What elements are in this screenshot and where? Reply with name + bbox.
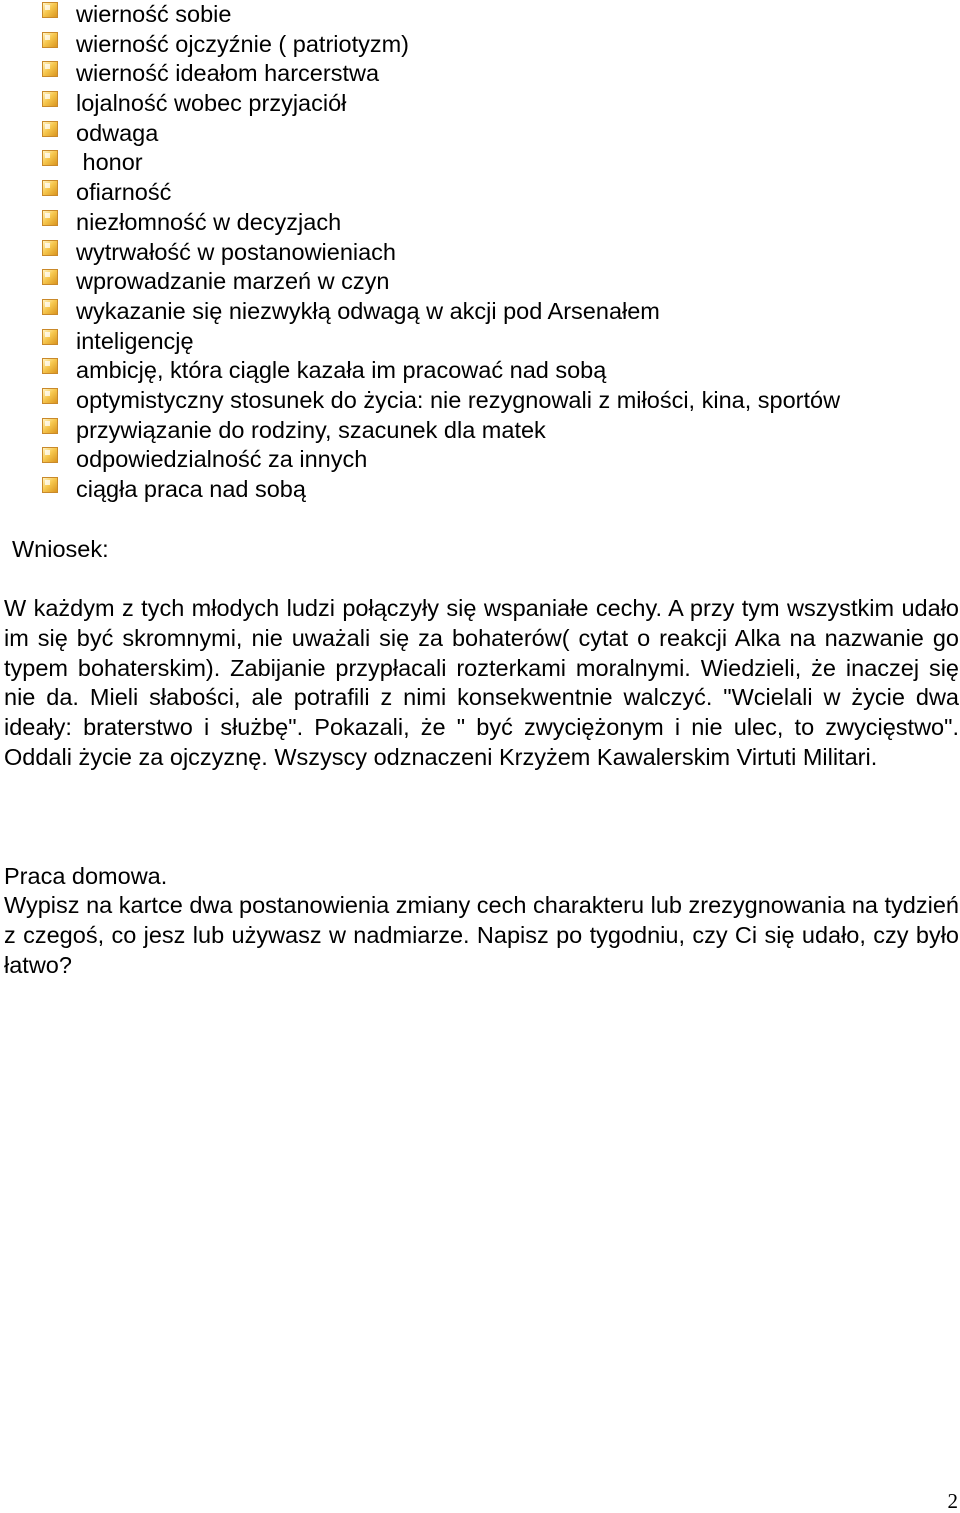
square-bullet-icon [42,91,58,107]
page-number: 2 [947,1489,958,1513]
square-bullet-icon [42,2,58,18]
list-item-text: wytrwałość w postanowieniach [76,238,397,265]
square-bullet-icon [42,329,58,345]
list-item-text: inteligencję [76,327,194,354]
list-item-text: ambicję, która ciągle kazała im pracować nad sobą [76,357,607,384]
list-item-text: wierność ideałom harcerstwa [76,60,380,87]
list-item-text: wierność ojczyźnie ( patriotyzm) [76,30,410,57]
square-bullet-icon [42,240,58,256]
square-bullet-icon [42,121,58,137]
list-item-text: odpowiedzialność za innych [76,446,368,473]
list-item-text: wierność sobie [76,1,232,27]
square-bullet-icon [42,477,58,493]
conclusion-heading: Wniosek: [12,536,109,562]
square-bullet-icon [42,210,58,226]
list-item-text: wykazanie się niezwykłą odwagą w akcji pod Arsenałem [76,297,660,324]
conclusion-paragraph: W każdym z tych młodych ludzi połączyły się wspaniałe cechy. A przy tym wszystkim udało im się być skromnymi, nie uważali się za bohaterów( cytat o reakcji Alka na nazwanie go typem bohaterskim). Zabijanie przypłacali rozterkami moralnymi. Wiedzieli, że inaczej się nie da. Mieli słabości, ale potrafili z nimi konsekwentnie walczyć. "Wcielali w życie dwa ideały: braterstwo i służbę". Pokazali, że " być zwyciężonym i nie ulec, to zwycięstwo". Oddali życie za ojczyznę. Wszyscy odznaczeni Krzyżem Kawalerskim Virtuti Militari. [4,595,959,770]
square-bullet-icon [42,358,58,374]
square-bullet-icon [42,388,58,404]
square-bullet-icon [42,150,58,166]
square-bullet-icon [42,299,58,315]
list-item-text: lojalność wobec przyjaciół [76,90,347,117]
square-bullet-icon [42,447,58,463]
homework-heading: Praca domowa. [4,863,168,889]
list-item-text: ciągła praca nad sobą [76,476,306,502]
homework-paragraph: Wypisz na kartce dwa postanowienia zmiany cech charakteru lub zrezygnowania na tydzień z czegoś, co jesz lub używasz w nadmiarze. Napisz po tygodniu, czy Ci się udało, czy było łatwo? [4,892,959,978]
list-item-text: przywiązanie do rodziny, szacunek dla matek [76,416,546,443]
list-item-text: ofiarność [76,179,172,206]
square-bullet-icon [42,269,58,285]
list-item-text: niezłomność w decyzjach [76,208,342,235]
square-bullet-icon [42,180,58,196]
list-item-text: odwaga [76,119,159,146]
list-item-text: optymistyczny stosunek do życia: nie rezygnowali z miłości, kina, sportów [76,386,841,413]
square-bullet-icon [42,32,58,48]
square-bullet-icon [42,418,58,434]
square-bullet-icon [42,61,58,77]
list-item-text: wprowadzanie marzeń w czyn [76,268,390,295]
list-item-text: honor [76,149,143,176]
